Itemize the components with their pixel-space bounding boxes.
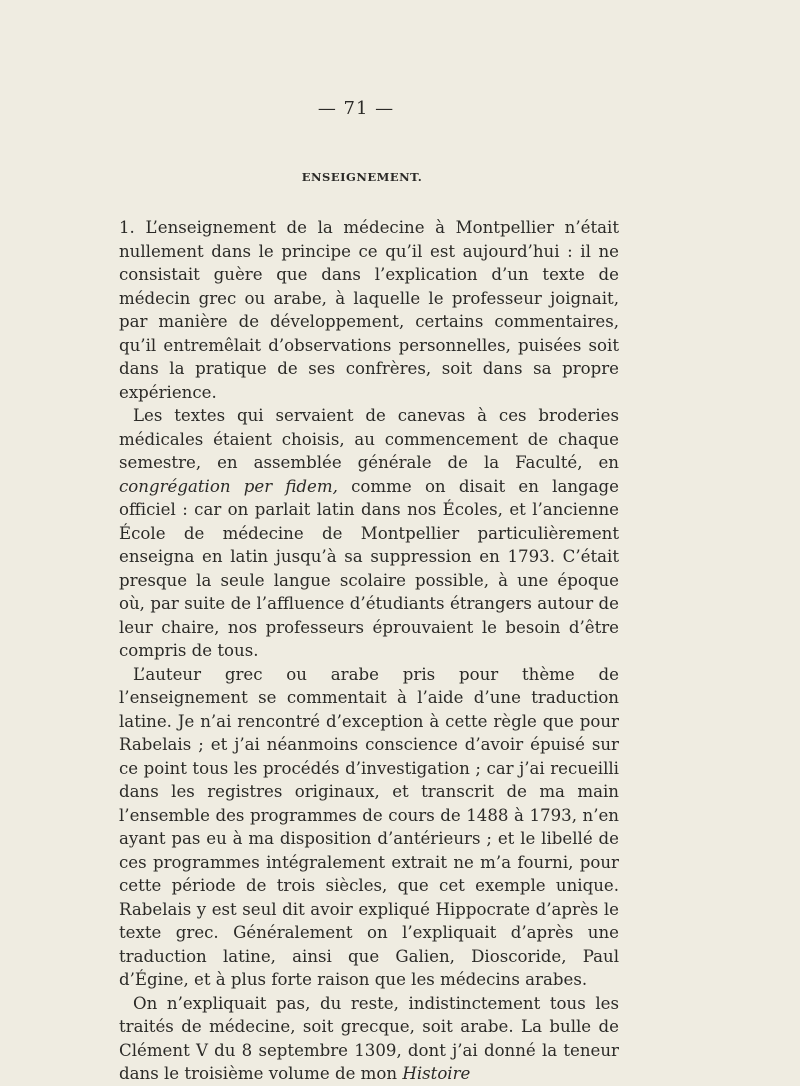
page-number: — 71 — [317,98,395,119]
paragraph-2-italic: congrégation per fidem, [119,476,338,496]
paragraph-4 [119,992,619,1086]
paragraph-1: 1. L’enseignement de la médecine à Montpellier n’était nullement dans le principe ce qu’il est aujourd’hui : il ne consistait guère que dans l’explication d’un texte de médecin grec ou arabe, à laquelle le professeur joignait, par manière de développement, certains commentaires, qu’il entremêlait d’observations personnelles, puisées soit dans la pratique de ses confrères, soit dans sa propre expérience. [119,218,619,402]
paragraph-2-after: comme on disait en langage officiel : car on parlait latin dans nos Écoles, et l’ancienne École de médecine de Montpellier particulièrement enseigna en latin jusqu’à sa suppression en 1793. C’était presque la seule langue scolaire possible, à une époque où, par suite de l’affluence d’étudiants étrangers autour de leur chaire, nos professeurs éprouvaient le besoin d’être compris de tous. [119,476,619,660]
paragraph-4-before: On n’expliquait pas, du reste, indistinctement tous les traités de médecine, soit grecque, soit arabe. La bulle de Clément V du 8 septembre 1309, dont j’ai donné la teneur dans le troisième volume de mon [119,993,619,1083]
paragraph-2-before: Les textes qui servaient de canevas à ces broderies médicales étaient choisis, au commencement de chaque semestre, en assemblée générale de la Faculté, en [119,406,619,472]
section-title: ENSEIGNEMENT. [301,170,423,184]
paragraph-3: L’auteur grec ou arabe pris pour thème de l’enseignement se commentait à l’aide d’une traduction latine. Je n’ai rencontré d’exception à cette règle que pour Rabelais ; et j’ai néanmoins conscience d’avoir épuisé sur ce point tous les procédés d’investigation ; car j’ai recueilli dans les registres originaux, et transcrit de ma main l’ensemble des programmes de cours de 1488 à 1793, n’en ayant pas eu à ma disposition d’antérieurs ; et le libellé de ces programmes intégralement extrait ne m’a fourni, pour cette période de trois siècles, que cet exemple unique. Rabelais y est seul dit avoir expliqué Hippocrate d’après le texte grec. Généralement on l’expliquait d’après une traduction latine, ainsi que Galien, Dioscoride, Paul d’Égine, et à plus forte raison que les médecins arabes. [119,664,619,989]
paragraph-2 [119,404,619,663]
paragraph-4-italic: Histoire [402,1064,471,1083]
body-text [119,216,619,1086]
